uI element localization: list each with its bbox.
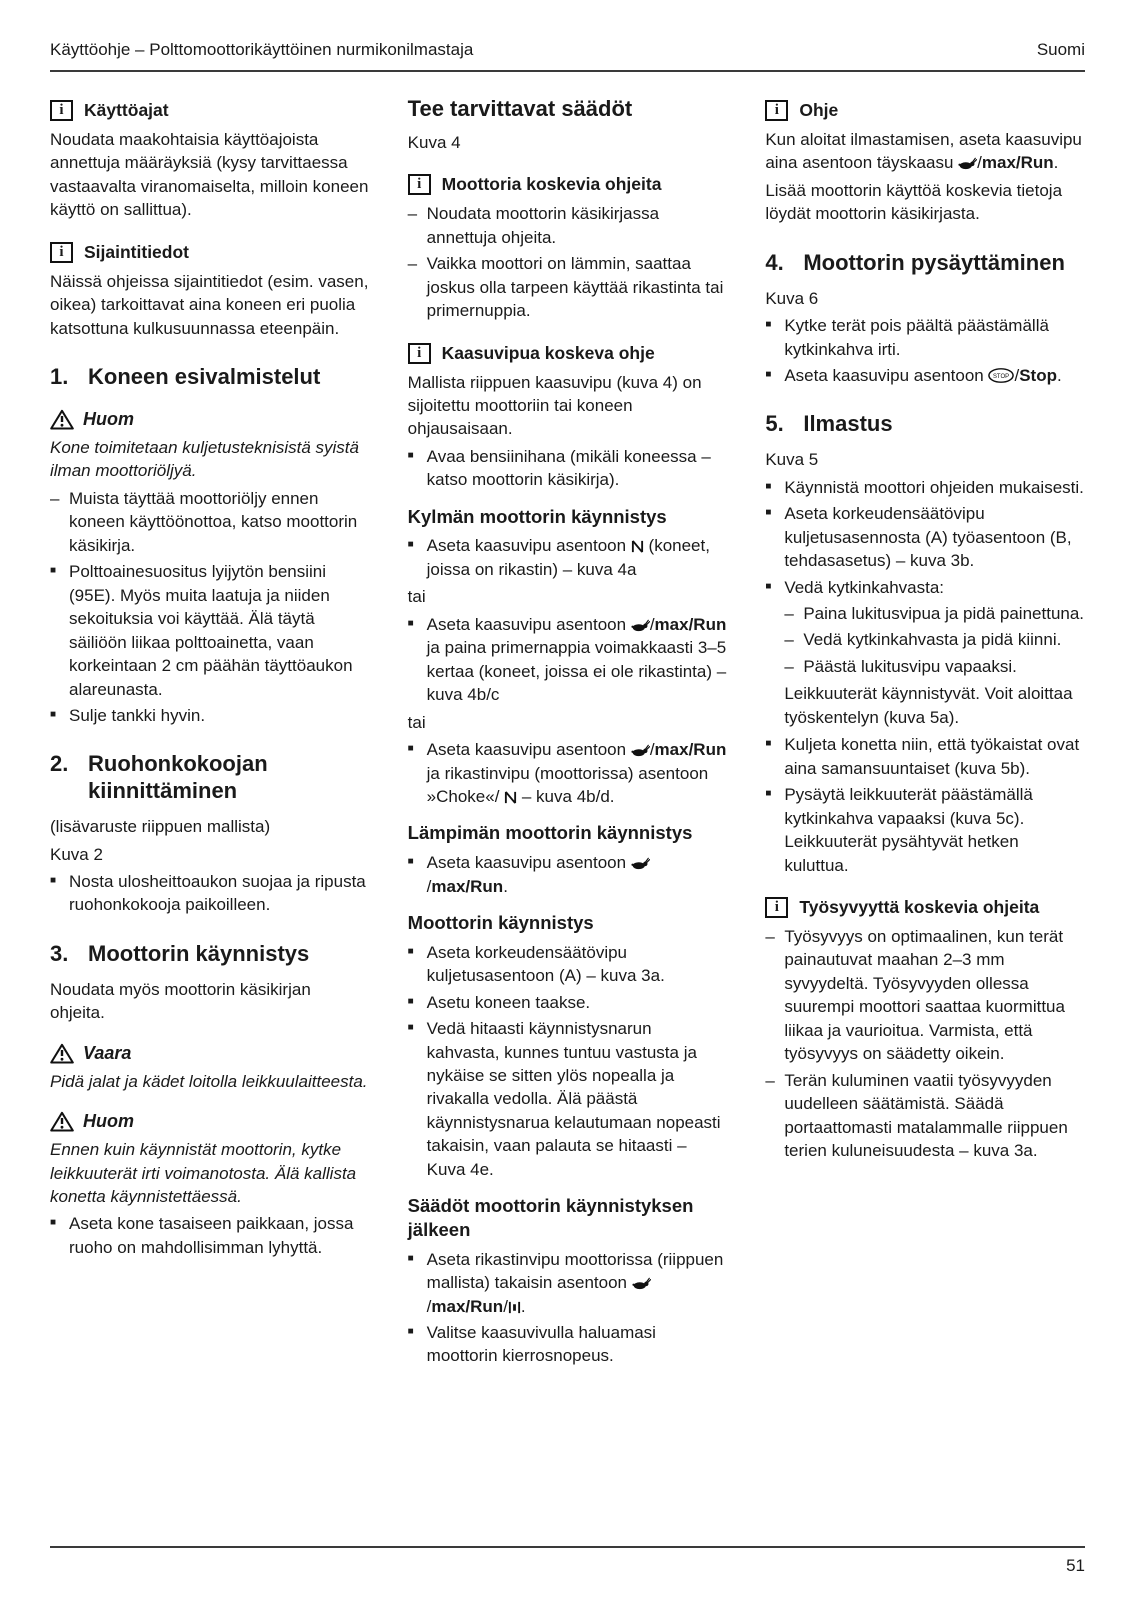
- bullet-marker: ■: [407, 995, 414, 1007]
- dash-marker: –: [784, 604, 794, 623]
- bullet-item: [408, 738, 728, 808]
- bullet-marker: ■: [407, 449, 414, 461]
- bullet-marker: ■: [407, 539, 414, 551]
- bullet-marker: ■: [407, 945, 414, 957]
- warning-triangle-icon: [50, 1111, 74, 1132]
- section-title: Ruohonkokoojan kiinnittäminen: [88, 751, 268, 804]
- bullet-item: [765, 783, 1085, 877]
- info-heading-label: Ohje: [799, 100, 839, 120]
- list-item-text: Valitse kaasuvivulla haluamasi moottorin kierrosnopeus.: [426, 1322, 656, 1366]
- bullet-marker: ■: [765, 480, 772, 492]
- warning-heading: [50, 1111, 370, 1132]
- info-icon: i: [50, 242, 73, 263]
- note-paragraph: Pidä jalat ja kädet loitolla leikkuulaitteesta.: [50, 1071, 368, 1091]
- warning-triangle-icon: [50, 1043, 74, 1064]
- paragraph: Lisää moottorin käyttöä koskevia tietoja löydät moottorin käsikirjasta.: [765, 180, 1063, 224]
- info-icon: i: [765, 100, 788, 121]
- bullet-item: [408, 851, 728, 898]
- bullet-item: [765, 476, 1085, 499]
- rabbit-icon: [631, 744, 650, 757]
- section-title: Ilmastus: [803, 411, 893, 437]
- continuation-paragraph: Leikkuuterät käynnistyvät. Voit aloittaa työskentelyn (kuva 5a).: [784, 684, 1073, 727]
- paragraph: Kuva 5: [765, 450, 819, 470]
- list-item-text: Aseta kaasuvipu asentoon /max/Run.: [427, 851, 728, 898]
- paragraph: Kun aloitat ilmastamisen, aseta kaasuvipu aina asentoon täyskaasu /max/Run.: [765, 130, 1082, 173]
- bullet-item: [408, 1017, 728, 1181]
- dash-item: [784, 602, 1085, 625]
- bullet-marker: ■: [50, 565, 57, 577]
- warning-label: Huom: [83, 1111, 134, 1132]
- column-2: [408, 96, 728, 1371]
- list-item-text: Aseta kaasuvipu asentoon STOP /Stop.: [784, 366, 1062, 385]
- list-item-text: Aseta korkeudensäätövipu kuljetusasennosta (A) työasentoon (B, tehdasasetus) – kuva 3b.: [784, 504, 1072, 571]
- bullet-item: [408, 1321, 728, 1368]
- section-heading: [50, 751, 370, 805]
- bullet-item: [765, 364, 1085, 387]
- dash-marker: –: [784, 656, 794, 676]
- list-item-text: Aseta kaasuvipu asentoon (koneet, joissa on rikastin) – kuva 4a: [426, 536, 710, 579]
- list-item-text: Vedä hitaasti käynnistysnarun kahvasta, kunnes tuntuu vastusta ja nykäise se sitten ylös nopealla ja rivakalla vedolla. Älä päästä käynnistysnarua kelautumaan nopeasti takaisin, vaan palauta se hitaasti – Kuva 4e.: [426, 1019, 721, 1179]
- list-item-text: Vedä kytkinkahvasta:: [784, 577, 945, 597]
- bullet-marker: ■: [407, 617, 414, 629]
- bullet-marker: ■: [50, 1217, 57, 1229]
- bullet-item: [50, 870, 370, 917]
- dash-item: [50, 487, 370, 557]
- page-footer: [50, 1546, 1085, 1576]
- page-header: [0, 0, 1135, 72]
- rabbit-icon: [958, 157, 977, 170]
- list-item-text: Aseta kone tasaiseen paikkaan, jossa ruoho on mahdollisimman lyhyttä.: [69, 1214, 354, 1257]
- section-heading: [765, 250, 1085, 277]
- info-heading: [765, 100, 1085, 121]
- dash-marker: –: [407, 204, 418, 224]
- dash-item: [784, 655, 1085, 678]
- list-item-text: Pysäytä leikkuuterät päästämällä kytkinkahva vapaaksi (kuva 5c). Leikkuuterät pysähtyvät hetken kuluttua.: [784, 785, 1033, 875]
- column-3: [765, 96, 1085, 1166]
- dash-marker: –: [765, 926, 775, 946]
- section-number: 2.: [50, 751, 69, 777]
- info-icon: i: [408, 343, 431, 364]
- note-paragraph: Kone toimitetaan kuljetusteknisistä syistä ilman moottoriöljyä.: [50, 438, 359, 481]
- list-item-text: Aseta rikastinvipu moottorissa (riippuen mallista) takaisin asentoon /max/Run/ .: [426, 1249, 724, 1316]
- list-item-text: Aseta kaasuvipu asentoon /max/Run ja rikastinvipu (moottorissa) asentoon »Choke«/ – kuva 4b/d.: [426, 740, 727, 807]
- dash-marker: –: [50, 488, 60, 508]
- warning-label: Vaara: [83, 1042, 132, 1063]
- info-heading: [765, 897, 1085, 918]
- choke-icon: [631, 540, 644, 553]
- dash-marker: –: [784, 630, 794, 650]
- info-icon: i: [765, 897, 788, 918]
- subsection-heading: Säädöt moottorin käynnistyksen jälkeen: [407, 1195, 694, 1240]
- bullet-marker: ■: [765, 580, 772, 592]
- paragraph: Näissä ohjeissa sijaintitiedot (esim. vasen, oikea) tarkoittavat aina koneen eri puolia katsottuna kulkusuunnassa eteenpäin.: [50, 271, 369, 338]
- section-heading: [765, 411, 1085, 438]
- content-columns: [0, 72, 1135, 1371]
- bullet-marker: ■: [765, 507, 772, 519]
- bullet-item: [50, 560, 370, 701]
- info-heading: [408, 343, 728, 364]
- section-number: 3.: [50, 940, 69, 966]
- list-item-text: Päästä lukitusvipu vapaaksi.: [803, 656, 1017, 676]
- info-heading-label: Kaasuvipua koskeva ohje: [441, 342, 655, 363]
- column-heading: Tee tarvittavat säädöt: [407, 96, 633, 121]
- bullet-item: [765, 502, 1085, 572]
- note-paragraph: Ennen kuin käynnistät moottorin, kytke leikkuuterät irti voimanotosta. Älä kallista konetta käynnistettäessä.: [50, 1140, 357, 1206]
- list-item-text: Aseta korkeudensäätövipu kuljetusasentoon (A) – kuva 3a.: [426, 942, 665, 986]
- info-icon: i: [50, 100, 73, 121]
- header-row: [50, 40, 1085, 72]
- section-title: Moottorin käynnistys: [88, 940, 310, 966]
- list-item-text: Noudata moottorin käsikirjassa annettuja ohjeita.: [426, 204, 660, 247]
- list-item-text: Vedä kytkinkahvasta ja pidä kiinni.: [803, 630, 1062, 650]
- list-item-text: Vaikka moottori on lämmin, saattaa joskus olla tarpeen käyttää rikastinta tai primernuppia.: [426, 254, 724, 321]
- list-item-text: Käynnistä moottori ohjeiden mukaisesti.: [784, 477, 1084, 497]
- svg-text:STOP: STOP: [993, 373, 1010, 380]
- info-heading-label: Käyttöajat: [84, 100, 169, 120]
- paragraph: tai: [407, 587, 426, 607]
- list-item-text: Nosta ulosheittoaukon suojaa ja ripusta ruohonkokooja paikoilleen.: [69, 872, 366, 915]
- section-title: Koneen esivalmistelut: [88, 364, 321, 390]
- bullet-item: [408, 445, 728, 492]
- page-number: 51: [1066, 1556, 1085, 1575]
- dash-item: [408, 202, 728, 249]
- bullet-item: [408, 613, 728, 707]
- list-item-text: Kuljeta konetta niin, että työkaistat ovat aina samansuuntaiset (kuva 5b).: [784, 735, 1080, 778]
- run-position-icon: [508, 1301, 521, 1314]
- bullet-marker: ■: [50, 708, 57, 720]
- bullet-marker: ■: [407, 743, 414, 755]
- paragraph: Mallista riippuen kaasuvipu (kuva 4) on sijoitettu moottoriin tai koneen ohjausaisaan.: [407, 372, 702, 439]
- rabbit-icon: [632, 1277, 651, 1290]
- bullet-item: [408, 534, 728, 581]
- warning-label: Huom: [83, 409, 134, 429]
- stop-icon: [988, 368, 1014, 383]
- paragraph: Kuva 4: [407, 132, 461, 152]
- list-item-text: Paina lukitusvipua ja pidä painettuna.: [803, 604, 1085, 623]
- section-heading: [50, 941, 370, 968]
- section-title: Moottorin pysäyttäminen: [803, 249, 1065, 275]
- bullet-marker: ■: [407, 1252, 414, 1264]
- bullet-marker: ■: [765, 369, 772, 380]
- paragraph: Kuva 6: [765, 288, 819, 308]
- bullet-item: [408, 1248, 728, 1318]
- list-item-text: Polttoainesuositus lyijytön bensiini (95E). Myös muita laatuja ja niiden sekoituksia voi käyttää. Älä täytä säiliöön liikaa polttoainetta, vaan korkeintaan 2 cm päähän täyttöaukon alareunasta.: [69, 562, 353, 699]
- dash-marker: –: [765, 1070, 775, 1090]
- list-item-text: Asetu koneen taakse.: [426, 992, 591, 1012]
- column-1: [50, 96, 370, 1262]
- bullet-marker: ■: [407, 1325, 414, 1337]
- list-item-text: Työsyvyys on optimaalinen, kun terät painautuvat maahan 2–3 mm syvyydeltä. Työsyvyyden ollessa suurempi moottori saattaa kuormittua liikaa ja vaurioitua. Varmista, että työsyvyys on säädetty oikein.: [784, 926, 1065, 1064]
- rabbit-icon: [631, 619, 650, 632]
- paragraph: tai: [407, 712, 426, 732]
- bullet-item: [765, 576, 1085, 599]
- bullet-item: [50, 704, 370, 727]
- list-item-text: Kytke terät pois päältä päästämällä kytkinkahva irti.: [784, 316, 1049, 359]
- bullet-marker: ■: [765, 788, 772, 800]
- dash-item: [765, 1069, 1085, 1163]
- subsection-heading: Moottorin käynnistys: [407, 912, 594, 934]
- bullet-marker: ■: [765, 319, 772, 331]
- subsection-heading: Lämpimän moottorin käynnistys: [407, 822, 693, 844]
- bullet-marker: ■: [50, 875, 57, 886]
- info-icon: i: [408, 174, 431, 195]
- section-number: 1.: [50, 364, 69, 390]
- warning-triangle-icon: [50, 409, 74, 430]
- info-heading-label: Työsyvyyttä koskevia ohjeita: [799, 896, 1040, 917]
- bullet-item: [765, 314, 1085, 361]
- bullet-item: [408, 991, 728, 1014]
- list-item-text: Avaa bensiinihana (mikäli koneessa – katso moottorin käsikirja).: [426, 446, 711, 490]
- warning-heading: [50, 1043, 370, 1064]
- choke-icon: [504, 791, 517, 804]
- paragraph: Noudata myös moottorin käsikirjan ohjeita.: [50, 979, 311, 1023]
- dash-item: [408, 252, 728, 322]
- bullet-marker: ■: [765, 738, 772, 750]
- paragraph: Noudata maakohtaisia käyttöajoista annettuja määräyksiä (kysy tarvittaessa vastaavalta viranomaiselta, milloin koneen käyttö on sallittua).: [50, 130, 369, 220]
- paragraph: Kuva 2: [50, 844, 103, 864]
- info-heading: [408, 174, 728, 195]
- warning-heading: [50, 409, 370, 430]
- list-item-text: Aseta kaasuvipu asentoon /max/Run ja paina primernappia voimakkaasti 3–5 kertaa (koneet, joissa ei ole rikastinta) – kuva 4b/c: [426, 614, 727, 705]
- bullet-item: [50, 1212, 370, 1259]
- section-heading: [50, 364, 370, 391]
- list-item-text: Sulje tankki hyvin.: [69, 705, 206, 725]
- info-heading: [50, 100, 370, 121]
- paragraph: (lisävaruste riippuen mallista): [50, 817, 271, 837]
- list-item-text: Muista täyttää moottoriöljy ennen koneen käyttöönottoa, katso moottorin käsikirja.: [69, 488, 358, 555]
- dash-item: [784, 628, 1085, 651]
- language-label: Suomi: [1036, 40, 1085, 59]
- section-number: 5.: [765, 411, 784, 437]
- bullet-item: [765, 733, 1085, 780]
- bullet-marker: ■: [407, 1022, 414, 1034]
- dash-marker: –: [407, 254, 418, 274]
- dash-item: [765, 925, 1085, 1066]
- bullet-item: [408, 941, 728, 988]
- section-number: 4.: [765, 249, 784, 275]
- rabbit-icon: [631, 857, 650, 870]
- info-heading-label: Sijaintitiedot: [84, 241, 189, 262]
- list-item-text: Terän kuluminen vaatii työsyvyyden uudelleen säätämistä. Säädä portaattomasti matalammalle riippuen terien kuluneisuudesta – kuva 3a.: [784, 1070, 1068, 1161]
- bullet-marker: ■: [407, 856, 414, 868]
- info-heading: [50, 242, 370, 263]
- info-heading-label: Moottoria koskevia ohjeita: [441, 174, 662, 195]
- document-title: Käyttöohje – Polttomoottorikäyttöinen nurmikonilmastaja: [50, 40, 474, 59]
- subsection-heading: Kylmän moottorin käynnistys: [407, 505, 667, 527]
